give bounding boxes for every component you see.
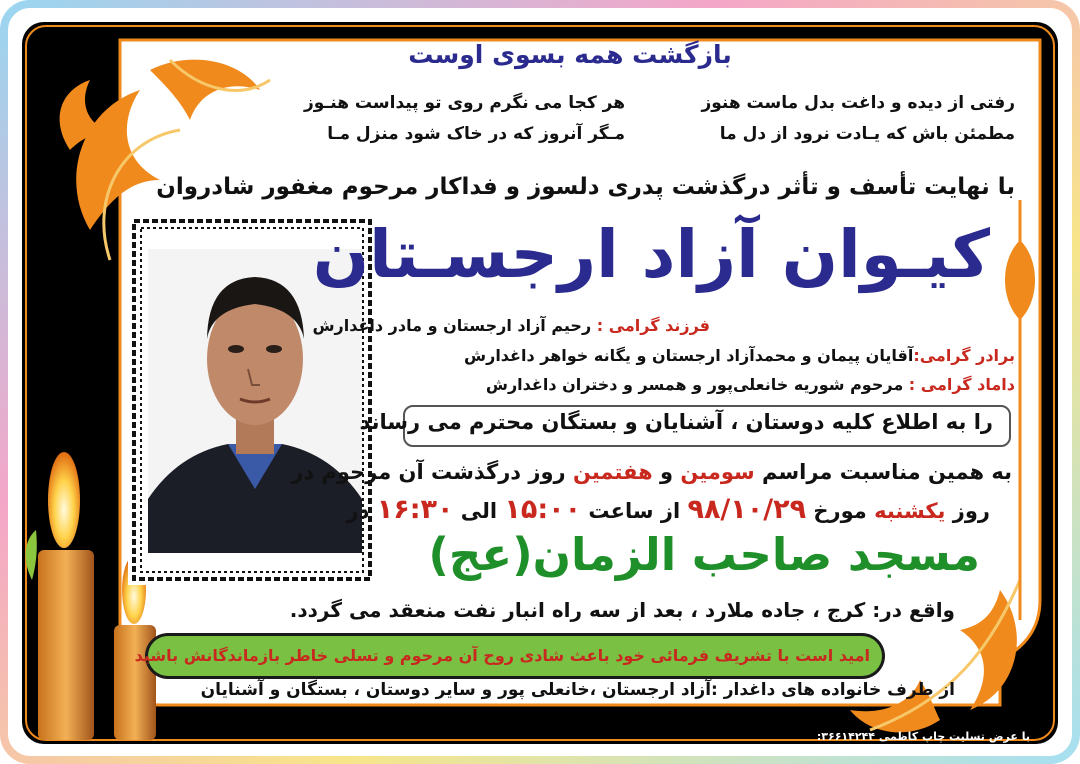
end-time: ۱۶:۳۰ [376, 494, 454, 525]
poem-line-right-1: رفتی از دیده و داغت بدل ماست هنوز [701, 93, 1015, 113]
weekday: یکشنبه [874, 499, 946, 523]
relative-text: رحیم آزاد ارجستان و مادر داغدارش [312, 316, 597, 335]
portrait-photo [148, 249, 362, 553]
family-line: از طرف خانواده های داغدار :آزاد ارجستان ،خانعلی پور و سایر دوستان ، بستگان و آشنایان [200, 680, 955, 700]
ceremony-text: روز درگذشت آن مرحوم در [291, 460, 573, 484]
poem-line-left-2: مـگر آنروز که در خاک شود منزل مـا [327, 124, 625, 144]
ceremony-date: ۹۸/۱۰/۲۹ [687, 494, 807, 525]
relative-label: برادر گرامی: [913, 346, 1015, 365]
date-text: روز [945, 499, 990, 523]
prayer-text: امید است با تشریف فرمائی خود باعث شادی روح آن مرحوم و تسلی خاطر بازماندگانش باشید [134, 646, 870, 665]
deceased-name: کیـوان آزاد ارجسـتان [312, 216, 990, 293]
third-day-label: سومین [680, 460, 755, 484]
ceremony-line [291, 460, 1012, 484]
relative-label: فرزند گرامی : [596, 316, 710, 335]
date-text: الی [453, 499, 505, 523]
poem-line-left-1: هر کجا می نگرم روی تو پیداست هنـوز [304, 93, 625, 113]
notice-text: را به اطلاع کلیه دوستان ، آشنایان و بستگان محترم می رساند [359, 410, 993, 434]
relative-line [486, 375, 1015, 394]
seventh-day-label: هفتمین [572, 460, 653, 484]
address-line: واقع در: کرج ، جاده ملارد ، بعد از سه راه انبار نفت منعقد می گردد. [289, 598, 955, 622]
venue-name: مسجد صاحب الزمان(عج) [428, 528, 980, 581]
date-text: مورخ [806, 499, 875, 523]
ceremony-text: به همین مناسبت مراسم [754, 460, 1012, 484]
poem-line-right-2: مطمئن باش که یـادت نرود از دل ما [719, 124, 1015, 144]
card-title: بازگشت همه بسوی اوست [408, 40, 732, 69]
date-text: از ساعت [581, 499, 688, 523]
relative-text: مرحوم شوریه خانعلی‌پور و همسر و دختران داغدارش [485, 375, 909, 394]
intro-line: با نهایت تأسف و تأثر درگذشت پدری دلسوز و فداکار مرحوم مغفور شادروان [156, 174, 1015, 200]
relative-text: آقایان پیمان و محمدآزاد ارجستان و یگانه خواهر داغدارش [464, 346, 914, 365]
relative-line [464, 346, 1015, 365]
start-time: ۱۵:۰۰ [504, 494, 582, 525]
relative-label: داماد گرامی : [908, 375, 1015, 394]
ceremony-text: و [652, 460, 681, 484]
relative-line [312, 316, 710, 335]
date-text: در [346, 499, 377, 523]
print-credit: با عرض تسلیت چاپ کاظمی ۳۶۶۱۴۲۴۴: [816, 730, 1030, 743]
date-line [347, 494, 990, 525]
